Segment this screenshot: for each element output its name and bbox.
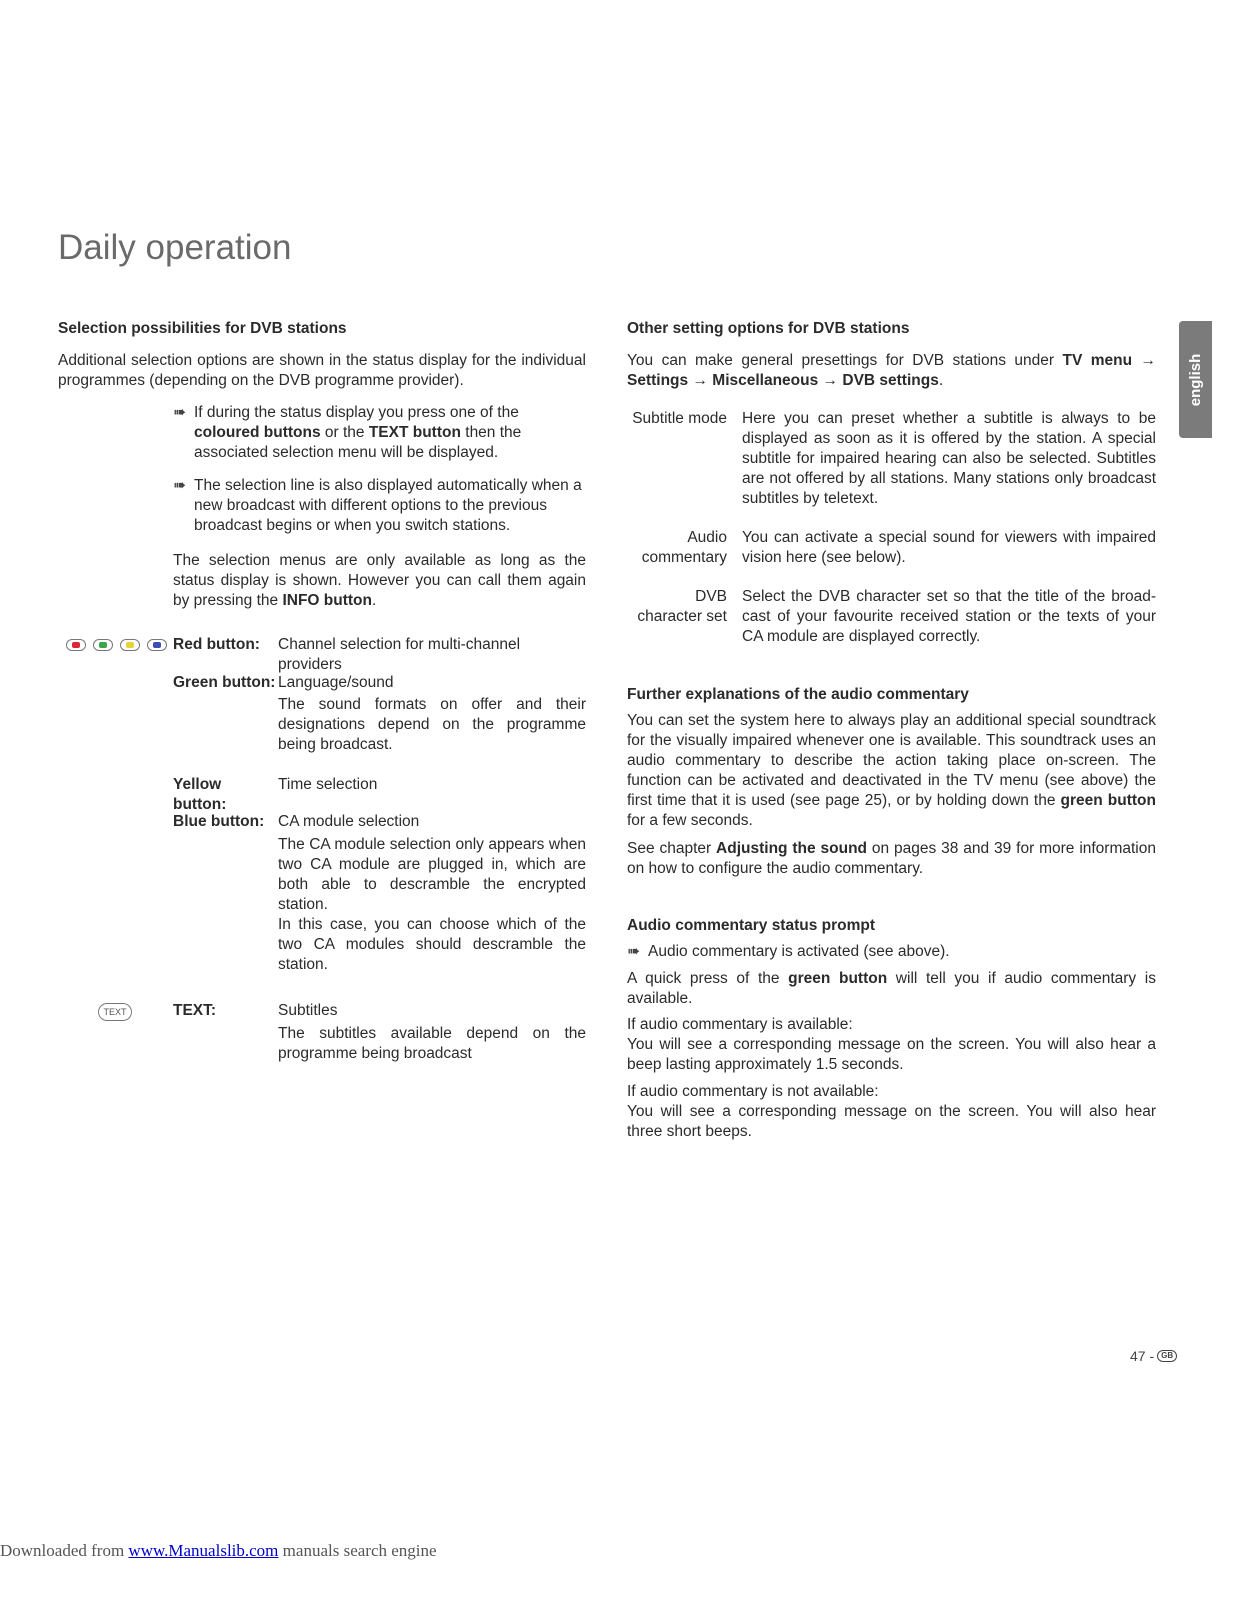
audio-commentary-heading: Further explanations of the audio commentary	[627, 686, 969, 703]
green-button-icon	[93, 639, 113, 651]
colored-buttons-icon	[66, 639, 167, 651]
language-tab-label: english	[1186, 353, 1204, 406]
yellow-button-row: Yellow button: Time selection	[173, 776, 378, 813]
available-paragraph: If audio commentary is available: You will see a corresponding message on the screen. You will also hear a beep lasting approximately 1.5 seconds.	[627, 1016, 1156, 1073]
adjusting-sound-paragraph: See chapter Adjusting the sound on pages 38 and 39 for more information on how to configure the audio commentary.	[627, 840, 1156, 877]
left-note: The selection menus are only available as long as the status display is shown. However you can call them again by pressing the INFO button.	[173, 552, 586, 609]
language-tab	[1179, 321, 1212, 438]
right-intro: You can make general presettings for DVB stations under TV menu → Settings → Miscellaneous → DVB settings.	[627, 352, 1156, 389]
red-button-row: Red button: Channel selection for multi-channel providers	[173, 636, 521, 673]
status-prompt-heading: Audio commentary status prompt	[627, 917, 876, 934]
left-bullet-1: ➠ If during the status display you press one of the coloured buttons or the TEXT button then the associated selection menu will be displayed.	[173, 404, 522, 461]
manualslib-link[interactable]: www.Manualslib.com	[128, 1541, 279, 1560]
setting-audio-commentary: Audio commentary You can activate a special sound for viewers with impaired vision here (see below).	[641, 529, 1156, 566]
arrow-icon: ➠	[627, 943, 640, 960]
yellow-button-icon	[120, 639, 140, 651]
country-badge: GB	[1157, 1350, 1177, 1362]
text-key-icon: TEXT	[98, 1003, 132, 1021]
red-button-icon	[66, 639, 86, 651]
green-button-row: Green button: Language/sound The sound formats on offer and their designations depend on the programme being broadcast.	[173, 674, 586, 753]
green-button-paragraph: A quick press of the green button will tell you if audio commentary is available.	[627, 970, 1156, 1007]
left-intro: Additional selection options are shown in the status display for the individual programmes (depending on the DVB programme provider).	[58, 352, 586, 389]
blue-button-icon	[147, 639, 167, 651]
blue-button-row: Blue button: CA module selection The CA module selection only appears when two CA module are plugged in, which are both able to descramble the encrypted station. In this case, you can choose which of the two CA modules should descramble the station.	[173, 813, 586, 973]
page-title: Daily operation	[58, 228, 292, 267]
right-heading: Other setting options for DVB stations	[627, 320, 910, 337]
arrow-icon: ➠	[173, 477, 186, 494]
status-prompt-bullet: ➠ Audio commentary is activated (see above).	[627, 943, 950, 960]
left-bullet-2: ➠ The selection line is also displayed automatically when a new broadcast with different options to the previous broadcast begins or when you switch stations.	[173, 477, 582, 534]
footer: Downloaded from www.Manualslib.com manuals search engine	[0, 1541, 437, 1560]
page-number: 47 - GB	[1130, 1346, 1177, 1366]
setting-dvb-character-set: DVB character set Select the DVB character set so that the title of the broad-cast of your favourite received station or the texts of your CA module are displayed correctly.	[637, 588, 1156, 645]
not-available-paragraph: If audio commentary is not available: You will see a corresponding message on the screen. You will also hear three short beeps.	[627, 1083, 1156, 1140]
text-button-row: TEXT: Subtitles The subtitles available depend on the programme being broadcast	[173, 1002, 586, 1062]
settings-list	[627, 409, 1156, 647]
audio-commentary-paragraph: You can set the system here to always play an additional special soundtrack for the visually impaired whenever one is available. This soundtrack uses an audio commentary to describe the action taking place on-screen. The function can be activated and deactivated in the TV menu (see above) the first time that it is used (see page 25), or by holding down the green button for a few seconds.	[627, 712, 1156, 829]
arrow-icon: ➠	[173, 404, 186, 421]
setting-subtitle-mode: Subtitle mode Here you can preset whether a subtitle is always to be displayed as soon as it is offered by the station. A special subtitle for impaired hearing can also be selected. Subtitles are not offered by all stations. Many stations only broadcast subtitles by teletext.	[632, 410, 1156, 507]
left-heading: Selection possibilities for DVB stations	[58, 320, 347, 337]
